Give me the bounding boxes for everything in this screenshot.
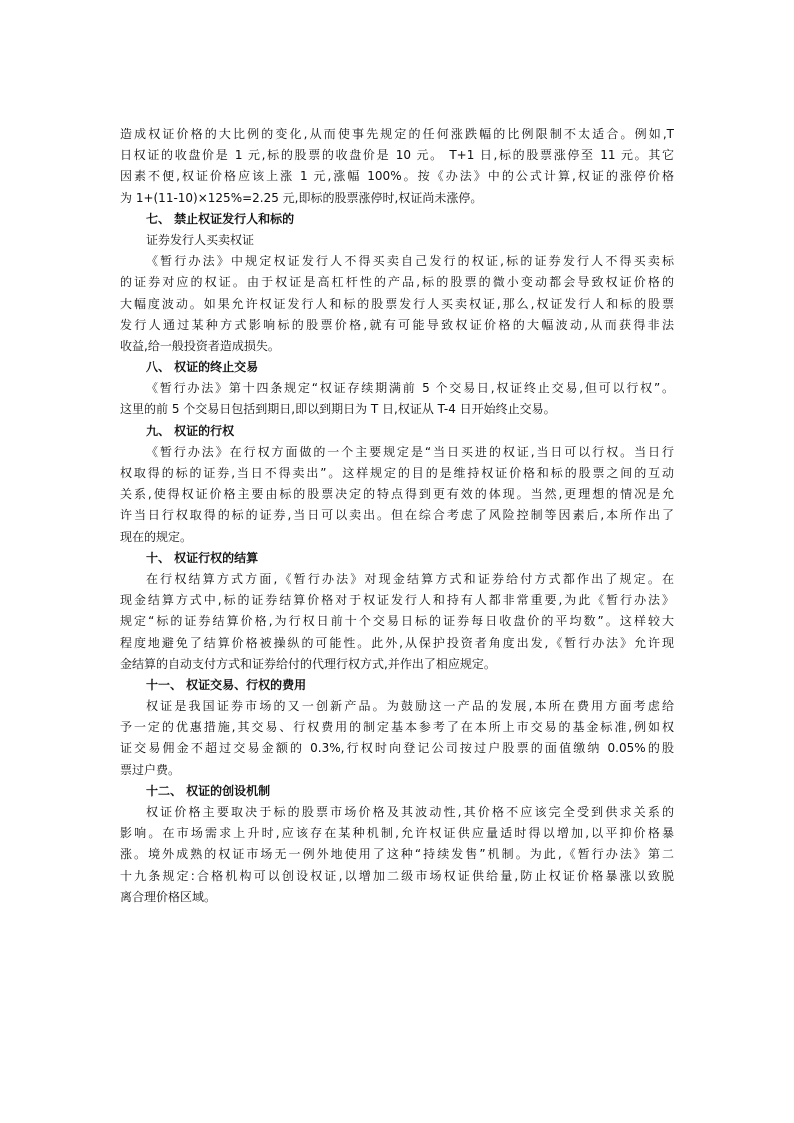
text-line: 予一定的优惠措施,其交易、行权费用的制定基本参考了在本所上市交易的基金标准,例如权 bbox=[120, 720, 674, 735]
text-line: 十九条规定:合格机构可以创设权证,以增加二级市场权证供给量,防止权证价格暴涨以致脱 bbox=[120, 868, 674, 883]
section-heading: 七、 禁止权证发行人和标的 bbox=[146, 211, 295, 226]
section-heading: 八、 权证的终止交易 bbox=[146, 360, 259, 375]
text-line: 这里的前 5 个交易日包括到期日,即以到期日为 T 日,权证从 T-4 日开始终止交易。 bbox=[120, 402, 556, 417]
text-line: 涨。境外成熟的权证市场无一例外地使用了这种“持续发售”机制。为此,《暂行办法》第二 bbox=[120, 847, 674, 862]
document-body bbox=[120, 124, 674, 908]
text-line: 现在的规定。 bbox=[120, 529, 193, 544]
text-line: 日权证的收盘价是 1 元,标的股票的收盘价是 10 元。 T+1 日,标的股票涨停至 11 元。其它 bbox=[120, 148, 674, 163]
text-line: 收益,给一般投资者造成损失。 bbox=[120, 338, 280, 353]
section-heading: 十二、 权证的创设机制 bbox=[146, 783, 271, 798]
text-line: 的证券对应的权证。由于权证是高杠杆性的产品,标的股票的微小变动都会导致权证价格的 bbox=[120, 275, 674, 290]
paragraph-first-line: 《暂行办法》第十四条规定“权证存续期满前 5 个交易日,权证终止交易,但可以行权”。 bbox=[146, 381, 674, 396]
text-line: 发行人通过某种方式影响标的股票价格,就有可能导致权证价格的大幅波动,从而获得非法 bbox=[120, 317, 674, 332]
paragraph-first-line: 《暂行办法》在行权方面做的一个主要规定是“当日买进的权证,当日可以行权。当日行 bbox=[146, 444, 674, 459]
paragraph-first-line: 《暂行办法》中规定权证发行人不得买卖自己发行的权证,标的证券发行人不得买卖标 bbox=[146, 254, 674, 269]
text-line: 关系,使得权证价格主要由标的股票决定的特点得到更有效的体现。当然,更理想的情况是允 bbox=[120, 487, 674, 502]
text-line: 许当日行权取得的标的证券,当日可以卖出。但在综合考虑了风险控制等因素后,本所作出了 bbox=[120, 508, 674, 523]
text-line: 离合理价格区域。 bbox=[120, 889, 217, 904]
section-heading: 九、 权证的行权 bbox=[146, 423, 235, 438]
text-line: 权取得的标的证券,当日不得卖出”。这样规定的目的是维持权证价格和标的股票之间的互动 bbox=[120, 466, 674, 480]
text-line: 证券发行人买卖权证 bbox=[146, 232, 255, 247]
section-heading: 十、 权证行权的结算 bbox=[146, 550, 259, 565]
paragraph-first-line: 权证是我国证券市场的又一创新产品。为鼓励这一产品的发展,本所在费用方面考虑给 bbox=[146, 699, 674, 714]
text-line: 影响。在市场需求上升时,应该存在某种机制,允许权证供应量适时得以增加,以平抑价格暴 bbox=[120, 826, 674, 841]
text-line: 大幅度波动。如果允许权证发行人和标的股票发行人买卖权证,那么,权证发行人和标的股票 bbox=[120, 296, 674, 311]
paragraph-first-line: 在行权结算方式方面,《暂行办法》对现金结算方式和证券给付方式都作出了规定。在 bbox=[146, 571, 674, 586]
text-line: 票过户费。 bbox=[120, 762, 181, 777]
text-line: 程度地避免了结算价格被操纵的可能性。此外,从保护投资者角度出发,《暂行办法》允许现 bbox=[120, 635, 674, 650]
text-line: 证交易佣金不超过交易金额的 0.3%,行权时向登记公司按过户股票的面值缴纳 0.05%的股 bbox=[120, 741, 674, 756]
text-line: 金结算的自动支付方式和证券给付的代理行权方式,并作出了相应规定。 bbox=[120, 656, 496, 671]
text-line: 因素不便,权证价格应该上涨 1 元,涨幅 100%。按《办法》中的公式计算,权证的涨停价格 bbox=[120, 169, 674, 184]
text-line: 规定“标的证券结算价格,为行权日前十个交易日标的证券每日收盘价的平均数”。这样较大 bbox=[120, 614, 674, 629]
text-line: 为 1+(11-10)×125%=2.25 元,即标的股票涨停时,权证尚未涨停。 bbox=[120, 190, 483, 205]
section-heading: 十一、 权证交易、行权的费用 bbox=[146, 677, 307, 692]
text-line: 造成权证价格的大比例的变化,从而使事先规定的任何涨跌幅的比例限制不太适合。例如,T bbox=[120, 127, 674, 141]
paragraph-first-line: 权证价格主要取决于标的股票市场价格及其波动性,其价格不应该完全受到供求关系的 bbox=[146, 805, 674, 819]
text-line: 现金结算方式中,标的证券结算价格对于权证发行人和持有人都非常重要,为此《暂行办法》 bbox=[120, 593, 674, 608]
